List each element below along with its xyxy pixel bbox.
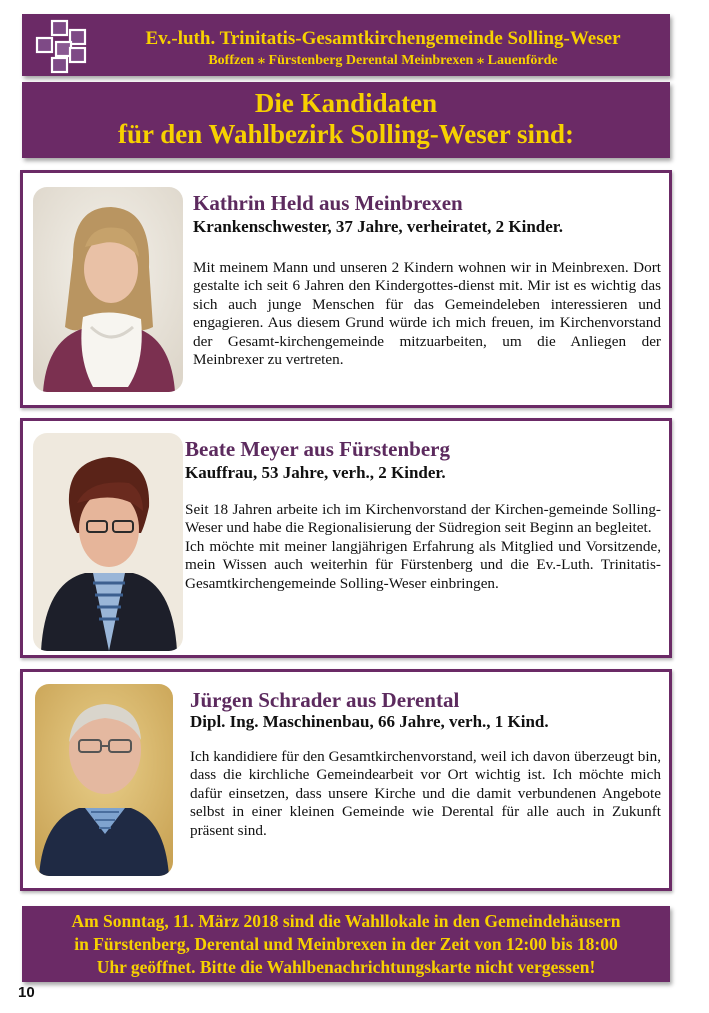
- footer-banner: [22, 906, 670, 982]
- candidate-card-meyer: [20, 418, 672, 658]
- title-banner: [22, 82, 670, 158]
- statement-paragraph: Seit 18 Jahren arbeite ich im Kirchenvorstand der Kirchen-gemeinde Solling-Weser und habe die Regionalisierung der Südregion seit Beginn an begleitet.: [185, 501, 661, 537]
- candidate-photo-schrader: [35, 684, 173, 876]
- candidate-statement: [190, 748, 661, 840]
- church-logo-icon: [34, 18, 94, 74]
- candidate-statement: [193, 259, 661, 369]
- candidate-subtitle: Kauffrau, 53 Jahre, verh., 2 Kinder.: [185, 463, 446, 482]
- statement-paragraph: Ich kandidiere für den Gesamtkirchenvorstand, weil ich davon überzeugt bin, dass die kirchliche Gemeindearbeit vor Ort wichtig ist. Ich möchte mich dafür einsetzen, dass unsere Kirche und die damit verbundenen Angebote selbst in einer kleinen Gemeinde wie Derental für alle auch in Zukunft präsent sind.: [190, 748, 661, 839]
- candidate-photo-meyer: [33, 433, 183, 651]
- statement-paragraph: Ich möchte mit meiner langjährigen Erfahrung als Mitglied und Vorsitzende, mein Wissen auch weiterhin für Fürstenberg und die Ev.-Luth. Trinitatis-Gesamtkirchengemeinde Solling-Weser einbringen.: [185, 537, 661, 592]
- candidate-name: Jürgen Schrader aus Derental: [190, 688, 460, 712]
- footer-line-3: Uhr geöffnet. Bitte die Wahlbenachrichtungskarte nicht vergessen!: [96, 957, 596, 977]
- candidate-card-schrader: [20, 669, 672, 891]
- candidate-subtitle: Dipl. Ing. Maschinenbau, 66 Jahre, verh., 1 Kind.: [190, 712, 549, 731]
- candidate-card-held: [20, 170, 672, 408]
- header-banner: [22, 14, 670, 76]
- candidate-statement: [185, 501, 661, 593]
- title-line-2: für den Wahlbezirk Solling-Weser sind:: [117, 119, 575, 149]
- parish-places: Boffzen ⁎ Fürstenberg Derental Meinbrexen ⁎ Lauenförde: [208, 53, 558, 68]
- footer-line-1: Am Sonntag, 11. März 2018 sind die Wahllokale in den Gemeindehäusern: [71, 911, 621, 931]
- page-number: 10: [18, 984, 35, 1001]
- title-line-1: Die Kandidaten: [254, 88, 438, 118]
- candidate-name: Kathrin Held aus Meinbrexen: [193, 191, 463, 215]
- footer-line-2: in Fürstenberg, Derental und Meinbrexen in der Zeit von 12:00 bis 18:00: [74, 934, 618, 954]
- org-name: Ev.-luth. Trinitatis-Gesamtkirchengemeinde Solling-Weser: [145, 28, 621, 49]
- candidate-subtitle: Krankenschwester, 37 Jahre, verheiratet, 2 Kinder.: [193, 217, 564, 236]
- candidate-photo-held: [33, 187, 183, 392]
- statement-paragraph: Mit meinem Mann und unseren 2 Kindern wohnen wir in Meinbrexen. Dort gestalte ich seit 6 Jahren den Kindergottes-dienst mit. Mir ist es wichtig das sich auch junge Menschen für das Gemeindeleben interessieren und engagieren. Aus diesem Grund würde ich mich freuen, im Kirchenvorstand der Gesamt-kirchengemeinde mitzuarbeiten, um die Anliegen der Meinbrexer zu vertreten.: [193, 259, 661, 369]
- candidate-name: Beate Meyer aus Fürstenberg: [185, 437, 450, 461]
